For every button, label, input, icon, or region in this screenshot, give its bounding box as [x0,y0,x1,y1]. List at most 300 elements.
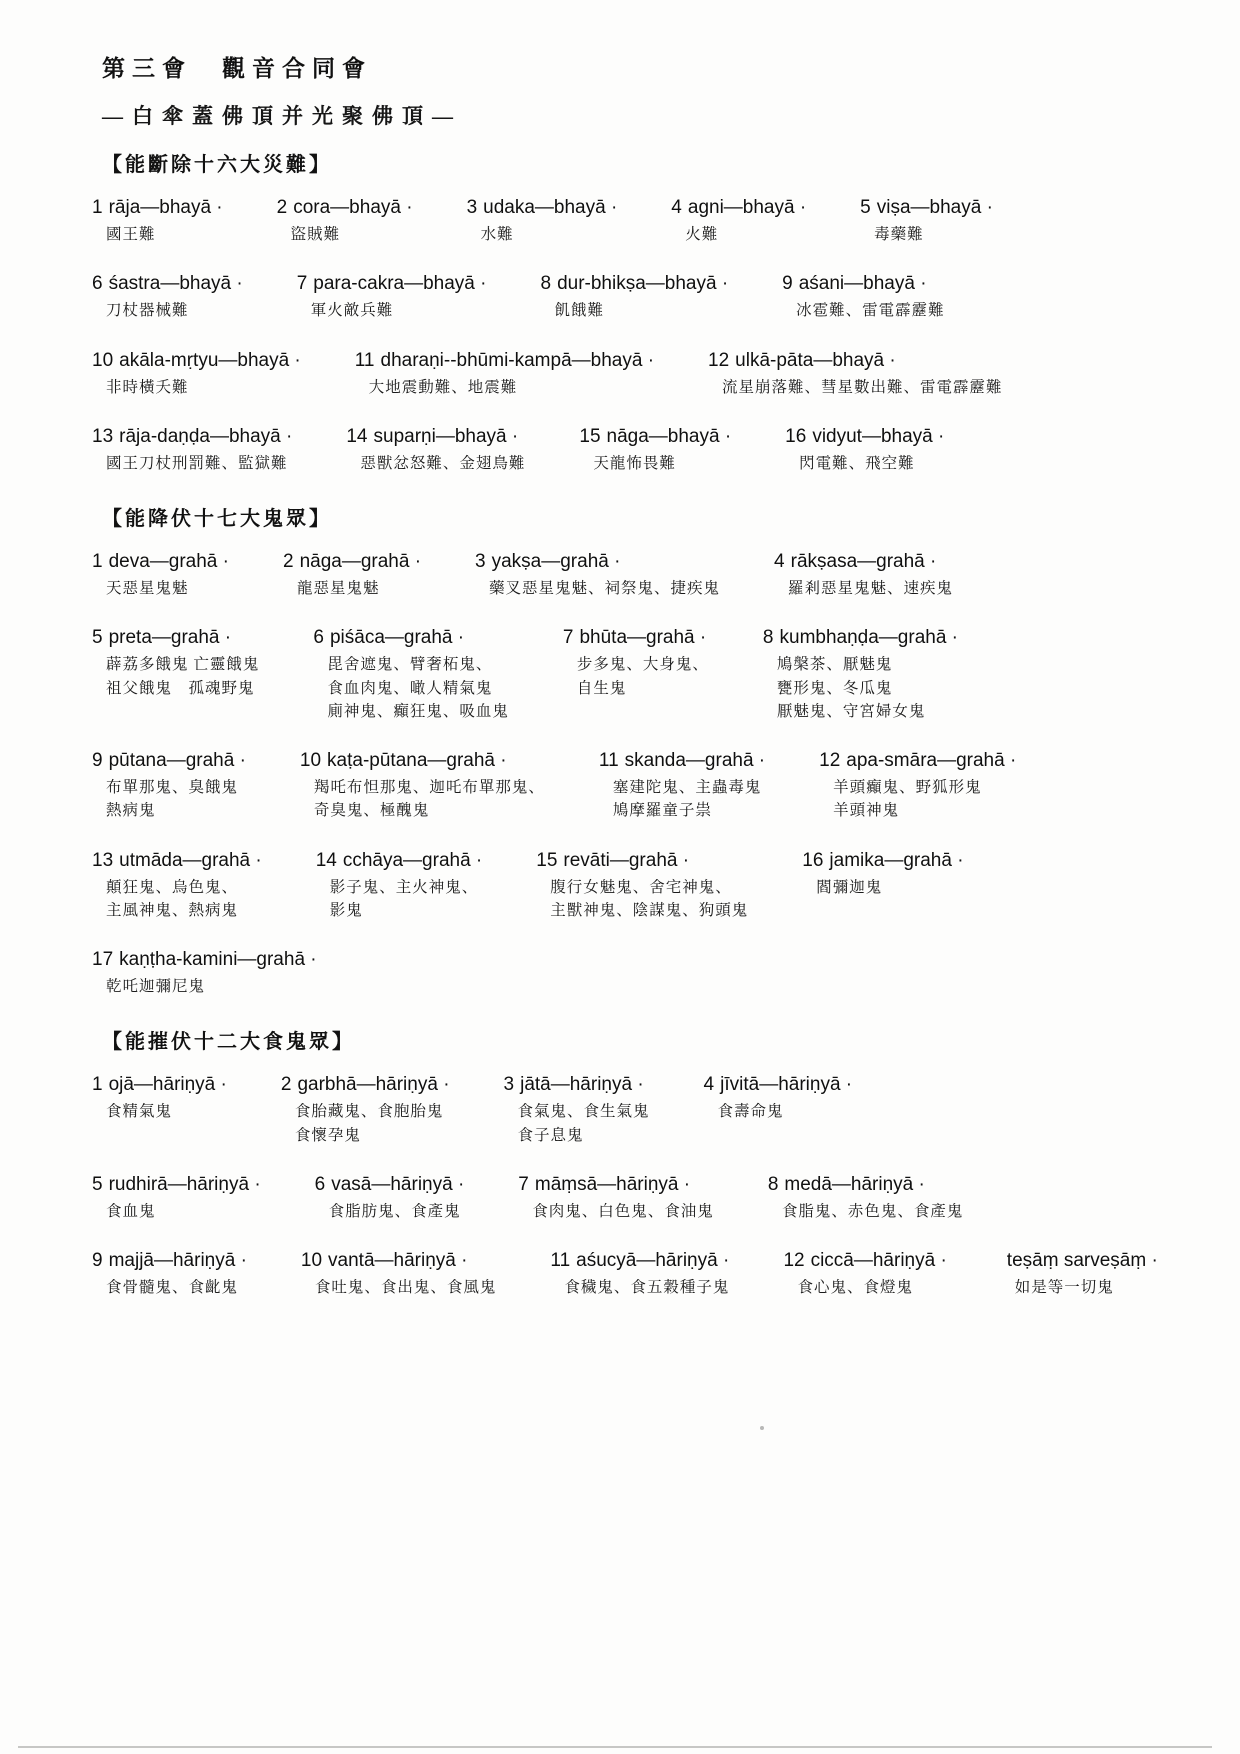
entry [518,1174,714,1223]
entry-row [92,627,1200,723]
entry-note-line: 盜賊難 [290,226,341,243]
entry-term: jīvitā—hāriṇyā · [720,1074,853,1096]
entry-term-line [92,551,229,573]
entry [536,850,748,923]
entry-term: piśāca—grahā · [329,627,465,649]
entry-term: jātā—hāriṇyā · [520,1074,644,1096]
entry-number: 17 [92,949,114,970]
entry-note-line: 食壽命鬼 [717,1103,784,1121]
entry-row [92,1250,1200,1299]
entry-note-line: 閃電難、飛空難 [799,454,915,472]
entry-term: akāla-mṛtyu—bhayā · [119,349,301,371]
entry-note-line: 布單那鬼、臭餓鬼 [106,779,239,796]
entry-notes [685,223,806,246]
sections [92,148,1200,1299]
entry-number: 12 [708,349,730,371]
entry-notes [315,1276,497,1299]
entry-term: yakṣa—grahā · [491,551,621,572]
doc-title: 第三會 觀音合同會 [102,56,372,81]
entry-notes [311,299,487,322]
entry [92,627,259,700]
entry-notes [360,452,525,475]
entry-term-line [783,1250,946,1272]
scan-edge-line [18,1746,1212,1748]
entry-number: 13 [92,849,114,871]
entry-term-line [518,1174,714,1196]
entry-note-line: 羊頭神鬼 [833,802,900,820]
entry-note-line: 食血鬼 [106,1202,156,1220]
entry-term: preta—grahā · [108,627,232,649]
entry-note-line: 羊頭癲鬼、野狐形鬼 [833,779,982,796]
section-header: 【能摧伏十二大食鬼眾】 [102,1031,355,1054]
entry-note-line: 如是等一切鬼 [1014,1279,1114,1296]
entry-number: 10 [92,349,114,371]
entry [355,350,654,399]
entry-notes [799,452,944,475]
entry-notes [106,1100,227,1123]
entry-note-line: 食精氣鬼 [106,1103,173,1121]
entry-number: 10 [300,1250,323,1271]
entry-note-line: 塞建陀鬼、主蟲毒鬼 [612,779,762,796]
entry-note-line: 祖父餓鬼 孤魂野鬼 [106,679,255,697]
entry-term-line [768,1174,964,1196]
entry-note-line: 食肉鬼、白色鬼、食油鬼 [532,1202,714,1220]
entry-term: pūtana—grahā · [108,750,246,771]
entry-number: 9 [92,1250,103,1271]
entry-term: utmāda—grahā · [119,849,262,871]
entry-number: 3 [466,197,478,218]
entry-notes [722,376,1003,399]
entry [92,1074,227,1123]
entry-number: 7 [562,627,574,649]
entry [301,1250,497,1299]
entry-term: viṣa—bhayā · [876,197,993,218]
entry-note-line: 食氣鬼、食生氣鬼 [517,1103,650,1121]
entry-note-line: 藥叉惡星鬼魅、祠祭鬼、捷疾鬼 [489,580,721,597]
entry [92,750,246,823]
entry-notes [816,876,963,899]
entry [785,426,944,475]
entry-term: kaṭa-pūtana—grahā · [327,750,507,771]
entry-notes [782,1200,964,1223]
entry-number: 16 [785,425,807,447]
entry-term-line [563,627,709,649]
entry [281,1074,450,1147]
entry-term-line [92,426,292,448]
entry-note-line: 食骨髓鬼、食齔鬼 [106,1279,239,1296]
entry-term: vasā—hāriṇyā · [331,1173,465,1195]
entry [92,1174,261,1223]
entry-notes [327,653,509,723]
entry-term: apa-smāra—grahā · [846,750,1017,771]
entry-number: 14 [315,849,337,871]
entry-number: 5 [860,197,871,218]
entry-note-line: 閻彌迦鬼 [816,878,883,896]
entry-row [92,750,1200,823]
entry-term: udaka—bhayā · [483,197,618,218]
entry [316,850,483,923]
entry-notes [489,577,720,600]
entry-term-line [504,1074,650,1096]
entry-note-line: 自生鬼 [576,679,627,697]
entry-number: 10 [299,750,322,771]
entry-notes [550,876,748,923]
entry-note-line: 飢餓難 [554,302,604,320]
entry [475,551,720,600]
entry-notes [369,376,654,399]
doc-subtitle: —白傘蓋佛頂并光聚佛頂— [102,104,462,128]
entry-note-line: 鳩摩羅童子祟 [612,802,712,820]
entry-number: 15 [536,849,558,871]
entry [763,627,958,723]
entry-term-line [785,426,944,448]
entry-term-line [92,273,243,295]
entry-number: 5 [92,627,103,649]
entry-term: kaṇṭha-kamini—grahā · [119,949,317,970]
entry-note-line: 影子鬼、主火神鬼、 [329,878,479,896]
entry-term-line [536,850,748,872]
entry [315,1174,465,1223]
entry-number: 12 [819,750,841,771]
entry [550,1250,729,1299]
entry-notes [106,223,223,246]
entry-term-line [277,197,413,219]
entry-term: skanda—grahā · [624,750,766,771]
entry-term: ciccā—hāriṇyā · [810,1250,947,1271]
entry [708,350,1003,399]
entry-number: 1 [92,551,103,572]
entry-term-line [802,850,963,872]
entry-term: jamika—grahā · [829,849,964,871]
entry-number: 8 [540,273,552,295]
entry-note-line: 食吐鬼、食出鬼、食風鬼 [314,1279,497,1296]
entry-note-line: 國王刀杖刑罰難、監獄難 [106,454,288,472]
entry-term-line [346,426,525,448]
entry [860,197,993,246]
entry-note-line: 國王難 [106,226,156,243]
entry-number: 7 [296,273,308,295]
entry-term-line [763,627,958,649]
entry-row [92,850,1200,923]
entry-note-line: 薜荔多餓鬼 亡靈餓鬼 [106,656,260,674]
entry-number: 14 [346,425,368,447]
entry-number: 3 [503,1074,515,1096]
entry-notes [788,577,953,600]
entry-note-line: 鳩槃茶、厭魅鬼 [776,656,893,674]
entry-term-line [475,551,720,573]
entry-note-line: 食懷孕鬼 [294,1126,361,1144]
entry-note-line: 奇臭鬼、極醜鬼 [313,802,430,820]
entry-term: nāga—grahā · [299,551,422,572]
entry-number: 8 [767,1173,779,1195]
entry-number: 3 [475,551,486,572]
entry-term: bhūta—grahā · [579,627,707,649]
entry-term-line [283,551,421,573]
entry-number: 4 [671,197,682,218]
entry-number: 15 [579,425,601,447]
entry-note-line: 食血肉鬼、噉人精氣鬼 [327,679,493,697]
entry-note-line: 羯吒布怛那鬼、迦吒布單那鬼、 [313,779,545,796]
entry-notes [833,776,1016,823]
entry-notes [291,223,413,246]
entry-note-line: 羅剎惡星鬼魅、速疾鬼 [788,580,954,597]
entry-number: 12 [783,1250,805,1271]
entry-term: rudhirā—hāriṇyā · [108,1173,261,1195]
entry-note-line: 水難 [480,226,514,243]
entry [579,426,731,475]
entry-term-line [92,350,301,372]
entry-notes [874,223,993,246]
entry-note-line: 步多鬼、大身鬼、 [576,656,709,674]
entry [783,1250,946,1299]
entry-notes [718,1100,853,1123]
entry-note-line: 冰雹難、雷電霹靂難 [796,302,945,320]
entry-term: rāja—bhayā · [108,197,223,218]
entry-note-line: 食子息鬼 [517,1126,584,1144]
entry-term-line [671,197,806,219]
entry [277,197,413,246]
entry-note-line: 惡獸忿怒難、金翅鳥難 [360,454,526,472]
entry-row [92,551,1200,600]
entry-note-line: 腹行女魅鬼、舍宅神鬼、 [550,878,732,896]
entry-term-line [92,850,262,872]
entry [599,750,765,823]
entry-note-line: 食脂鬼、赤色鬼、食產鬼 [781,1202,964,1220]
entry [671,197,806,246]
entry-term: māṃsā—hāriṇyā · [534,1173,691,1195]
entry-term: kumbhaṇḍa—grahā · [779,627,958,649]
entry-term-line [774,551,953,573]
entry-term-line [467,197,618,219]
entry-notes [481,223,618,246]
entry-notes [106,776,246,823]
entry-term-line [540,273,728,295]
entry-note-line: 食穢鬼、食五穀種子鬼 [564,1279,730,1296]
section-header: 【能斷除十六大災難】 [102,154,332,176]
entry-note-line: 龍惡星鬼魅 [296,580,380,597]
entry-term: śastra—bhayā · [108,273,243,295]
entry-note-line: 厭魅鬼、守宮婦女鬼 [776,702,926,720]
entry-term-line [301,1250,497,1272]
entry [563,627,709,700]
entry-note-line: 流星崩落難、彗星數出難、雷電霹靂難 [722,378,1003,396]
entry-notes [797,1276,946,1299]
entry-number: 5 [92,1173,103,1195]
entry-notes [577,653,709,700]
entry-notes [106,577,229,600]
entry-term-line [1001,1250,1158,1272]
entry-notes [330,876,483,923]
entry-notes [777,653,958,723]
entry-number: 16 [802,849,824,871]
entry-notes [564,1276,729,1299]
entry-number: 6 [313,627,324,649]
entry-number: 2 [282,551,294,572]
entry-notes [106,299,243,322]
entry-number: 4 [774,551,785,572]
entry-term: garbhā—hāriṇyā · [297,1074,450,1096]
entry [300,750,545,823]
entry-number: 1 [92,197,103,218]
entry-number: 11 [354,349,375,371]
entry-notes [106,452,292,475]
section-header: 【能降伏十七大鬼眾】 [102,508,332,530]
entry-note-line: 大地震動難、地震難 [368,378,518,396]
entry-term: dur-bhikṣa—bhayā · [557,273,729,295]
entry-notes [796,299,945,322]
entry-notes [297,577,421,600]
entry-number: 11 [550,1250,571,1271]
entry-number: 6 [314,1173,326,1195]
entry-number: 4 [703,1074,715,1096]
entry-number: 2 [276,197,288,218]
entry-term-line [599,750,765,772]
entry-term: teṣāṃ sarveṣāṃ · [1006,1250,1158,1271]
entry [92,1250,247,1299]
entry-note-line: 毒藥難 [874,226,924,243]
entry-term: agni—bhayā · [687,197,807,218]
entry-term-line [92,1074,227,1096]
entry-number: 9 [92,750,103,771]
entry [92,350,301,399]
entry-note-line: 顛狂鬼、烏色鬼、 [106,878,239,896]
entry-term-line [92,1174,261,1196]
entry-note-line: 天龍怖畏難 [593,454,676,472]
entry-notes [106,975,317,998]
entry-number: 7 [518,1173,529,1195]
entry-term-line [819,750,1016,772]
entry-term-line [782,273,945,295]
entry-term-line [860,197,993,219]
entry-notes [295,1100,450,1147]
section [92,1025,1200,1299]
entry [92,197,223,246]
entry-term: deva—grahā · [108,551,229,572]
entry-number: 6 [92,273,103,295]
entry-notes [518,1100,650,1147]
entry-note-line: 食脂肪鬼、食產鬼 [328,1202,461,1220]
entry-term: medā—hāriṇyā · [784,1173,925,1195]
entry-term: ulkā-pāta—bhayā · [735,349,896,371]
entry [92,850,262,923]
entry-row [92,350,1200,399]
entry-term: rākṣasa—grahā · [790,551,937,572]
entry-term-line [355,350,654,372]
section [92,148,1200,475]
entry-term-line [550,1250,729,1272]
entry-notes [532,1200,714,1223]
entry-number: 2 [280,1074,292,1096]
entry [313,627,509,723]
entry [819,750,1016,823]
entry [782,273,945,322]
entry-notes [314,776,545,823]
entry-notes [554,299,728,322]
entry-term: nāga—bhayā · [606,425,732,447]
entry-row [92,197,1200,246]
entry-notes [329,1200,465,1223]
entry-term-line [281,1074,450,1096]
entry [704,1074,853,1123]
entry [92,949,317,998]
entry [92,273,243,322]
entry-term-line [704,1074,853,1096]
entry-notes [593,452,731,475]
entry-term-line [300,750,545,772]
entry-term-line [313,627,509,649]
entry-term-line [92,949,317,971]
entry [802,850,963,899]
entry-row [92,949,1200,998]
entry-number: 8 [762,627,774,649]
entry [774,551,953,600]
entry-note-line: 刀杖器械難 [106,302,189,320]
entry-term-line [708,350,1003,372]
entry-notes [613,776,765,823]
entry-notes [106,1276,247,1299]
entry-note-line: 食胎藏鬼、食胞胎鬼 [294,1103,444,1121]
entry-note-line: 熱病鬼 [106,802,156,820]
entry-term: aśucyā—hāriṇyā · [576,1250,730,1271]
entry-number: 13 [92,425,114,447]
entry-note-line: 乾吒迦彌尼鬼 [106,978,206,995]
entry-row [92,426,1200,475]
entry-term-line [92,197,223,219]
entry-term: cchāya—grahā · [342,849,483,871]
entry-number: 11 [598,750,619,771]
entry [467,197,618,246]
scan-speck [760,1426,764,1430]
entry-note-line: 毘舍遮鬼、臂奢柘鬼、 [327,656,493,674]
entry-note-line: 火難 [685,226,719,243]
entry-term-line [579,426,731,448]
entry [92,551,229,600]
entry [346,426,525,475]
entry-term: vidyut—bhayā · [812,425,945,447]
entry-term: aśani—bhayā · [798,273,927,295]
entry [283,551,421,600]
entry-note-line: 廁神鬼、癲狂鬼、吸血鬼 [327,702,509,720]
entry-note-line: 天惡星鬼魅 [106,580,189,597]
entry-term: suparṇi—bhayā · [373,425,519,447]
entry-note-line: 非時橫夭難 [106,378,189,396]
entry-term-line [315,1174,465,1196]
entry-term: revāti—grahā · [563,849,690,871]
entry-term-line [92,1250,247,1272]
entry-term: ojā—hāriṇyā · [108,1074,227,1096]
entry [1001,1250,1158,1299]
entry-term: rāja-daṇḍa—bhayā · [119,425,293,447]
entry-term-line [316,850,483,872]
entry-notes [106,653,259,700]
section [92,502,1200,998]
entry-number: 1 [92,1074,103,1096]
entry-notes [106,876,262,923]
entry-note-line: 甕形鬼、冬瓜鬼 [776,679,893,697]
entry-notes [106,1200,261,1223]
entry-term-line [297,273,487,295]
entry-term: vantā—hāriṇyā · [328,1250,468,1271]
entry-note-line: 主獸神鬼、陰謀鬼、狗頭鬼 [550,901,749,919]
entry-row [92,273,1200,322]
entry-term-line [92,750,246,772]
entry [768,1174,964,1223]
entry-term: cora—bhayā · [293,197,413,218]
entry-note-line: 主風神鬼、熱病鬼 [106,901,239,919]
entry-note-line: 食心鬼、食燈鬼 [797,1279,913,1296]
entry-term: majjā—hāriṇyā · [108,1250,247,1271]
entry-term: dharaṇi--bhūmi-kampā—bhayā · [380,349,655,371]
